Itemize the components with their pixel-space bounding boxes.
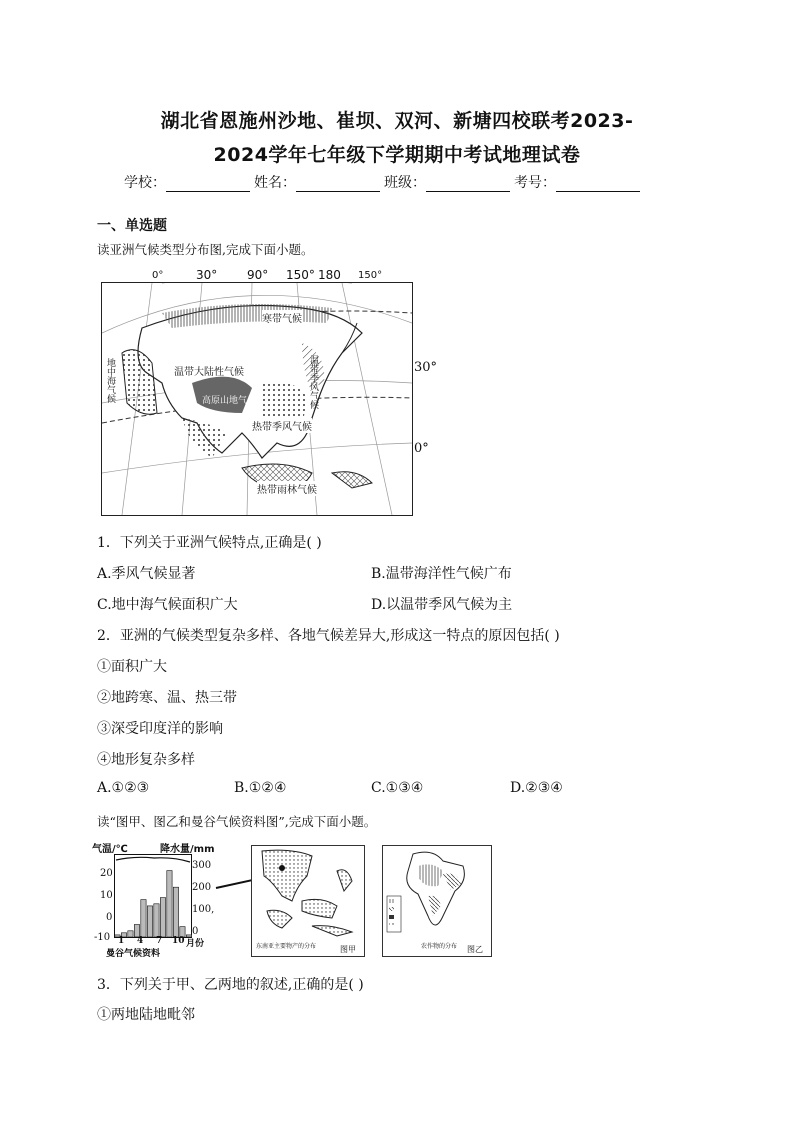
- school-label: 学校：: [124, 175, 166, 191]
- q3-item-1: ①两地陆地毗邻: [97, 1007, 195, 1023]
- month-tick: 7: [156, 936, 163, 946]
- exam-title-line1: 湖北省恩施州沙地、崔坝、双河、新塘四校联考2023-: [160, 110, 634, 132]
- region-label: 热带季风气候: [252, 418, 312, 433]
- q2-item-1: ①面积广大: [97, 659, 167, 675]
- map-intro: 读亚洲气候类型分布图,完成下面小题。: [97, 242, 314, 257]
- region-label: 寒带气候: [262, 310, 302, 325]
- lon-label: 90°: [247, 268, 269, 282]
- figure-yi-caption: 农作物的分布: [421, 943, 458, 950]
- q1-option-d[interactable]: D.以温带季风气候为主: [371, 597, 513, 613]
- precip-tick: 100,: [192, 904, 215, 915]
- q2-item-2: ②地跨寒、温、热三带: [97, 690, 237, 706]
- temp-axis-title: 气温/℃: [92, 844, 128, 855]
- q2-option-d[interactable]: D.②③④: [510, 780, 563, 796]
- month-tick: 10: [172, 936, 185, 946]
- precip-bar: [128, 931, 133, 937]
- month-tick: 4: [137, 936, 144, 946]
- temperature-curve: [116, 857, 190, 862]
- region-label: 高原山地气候: [202, 396, 257, 406]
- precip-tick: 0: [192, 926, 199, 937]
- student-info-row: [124, 172, 644, 192]
- lon-label: 150°: [286, 268, 315, 282]
- region-label: 温带大陆性气候: [174, 367, 244, 378]
- q2-item-3: ③深受印度洋的影响: [97, 721, 223, 737]
- month-unit: 月份: [186, 939, 205, 949]
- lon-label: 30°: [196, 268, 218, 282]
- figure-yi: [382, 845, 492, 957]
- temp-tick: 0: [106, 912, 113, 923]
- class-blank[interactable]: [426, 175, 510, 192]
- precip-bar: [160, 898, 165, 937]
- southeast-asia-map: [252, 846, 364, 940]
- q2-item-4: ④地形复杂多样: [97, 752, 195, 768]
- name-label: 姓名：: [254, 175, 296, 191]
- q2-option-a[interactable]: A.①②③: [97, 780, 150, 796]
- south-asia-crop-map: [383, 846, 491, 940]
- figure-jia-caption: 东南亚主要物产的分布: [256, 943, 317, 950]
- question-2-stem: 2．亚洲的气候类型复杂多样、各地气候差异大,形成这一特点的原因包括( ): [97, 628, 560, 644]
- precip-bar: [167, 871, 172, 937]
- precip-tick: 200: [192, 882, 212, 893]
- lon-label: 0°: [152, 270, 164, 281]
- q1-option-a[interactable]: A.季风气候显著: [97, 566, 196, 582]
- region-label: 地中海气候: [105, 358, 115, 403]
- figure-jia-label: 图甲: [340, 945, 356, 954]
- precip-axis-title: 降水量/mm: [160, 844, 215, 855]
- precip-bar: [141, 900, 146, 937]
- month-tick: 1: [118, 936, 125, 946]
- lon-label: 180: [318, 268, 341, 282]
- q2-option-b[interactable]: B.①②④: [234, 780, 287, 796]
- bangkok-climate-chart: [92, 840, 220, 958]
- climate-plot: [114, 854, 192, 938]
- q1-option-b[interactable]: B.温带海洋性气候广布: [371, 566, 512, 582]
- figures-intro: 读“图甲、图乙和曼谷气候资料图”,完成下面小题。: [97, 814, 377, 829]
- precip-bar: [173, 887, 178, 937]
- temp-tick: 20: [100, 868, 113, 879]
- school-blank[interactable]: [166, 175, 250, 192]
- figure-jia: [251, 845, 365, 957]
- temp-tick: 10: [100, 890, 113, 901]
- exam-title-line2: 2024学年七年级下学期期中考试地理试卷: [213, 144, 581, 166]
- temp-tick: -10: [94, 932, 111, 943]
- lon-label: 150°: [358, 270, 383, 281]
- climate-caption: 曼谷气候资料: [106, 949, 161, 959]
- section-title: 一、单选题: [97, 218, 167, 234]
- question-1-stem: 1．下列关于亚洲气候特点,正确是( ): [97, 535, 322, 551]
- q1-option-c[interactable]: C.地中海气候面积广大: [97, 597, 238, 613]
- precip-bar: [147, 906, 152, 937]
- name-blank[interactable]: [296, 175, 380, 192]
- q2-option-c[interactable]: C.①③④: [371, 780, 424, 796]
- lat-label-0: 0°: [414, 441, 429, 456]
- exam-number-label: 考号：: [514, 175, 556, 191]
- exam-number-blank[interactable]: [556, 175, 640, 192]
- class-label: 班级：: [384, 175, 426, 191]
- asia-climate-map: [101, 282, 413, 516]
- figure-yi-label: 图乙: [467, 945, 483, 954]
- lat-label-30: 30°: [414, 360, 438, 375]
- region-label: 热带雨林气候: [257, 481, 317, 496]
- region-label: 温带季风气候: [308, 355, 318, 409]
- precip-bar: [154, 904, 159, 937]
- precip-tick: 300: [192, 860, 212, 871]
- question-3-stem: 3．下列关于甲、乙两地的叙述,正确的是( ): [97, 977, 364, 993]
